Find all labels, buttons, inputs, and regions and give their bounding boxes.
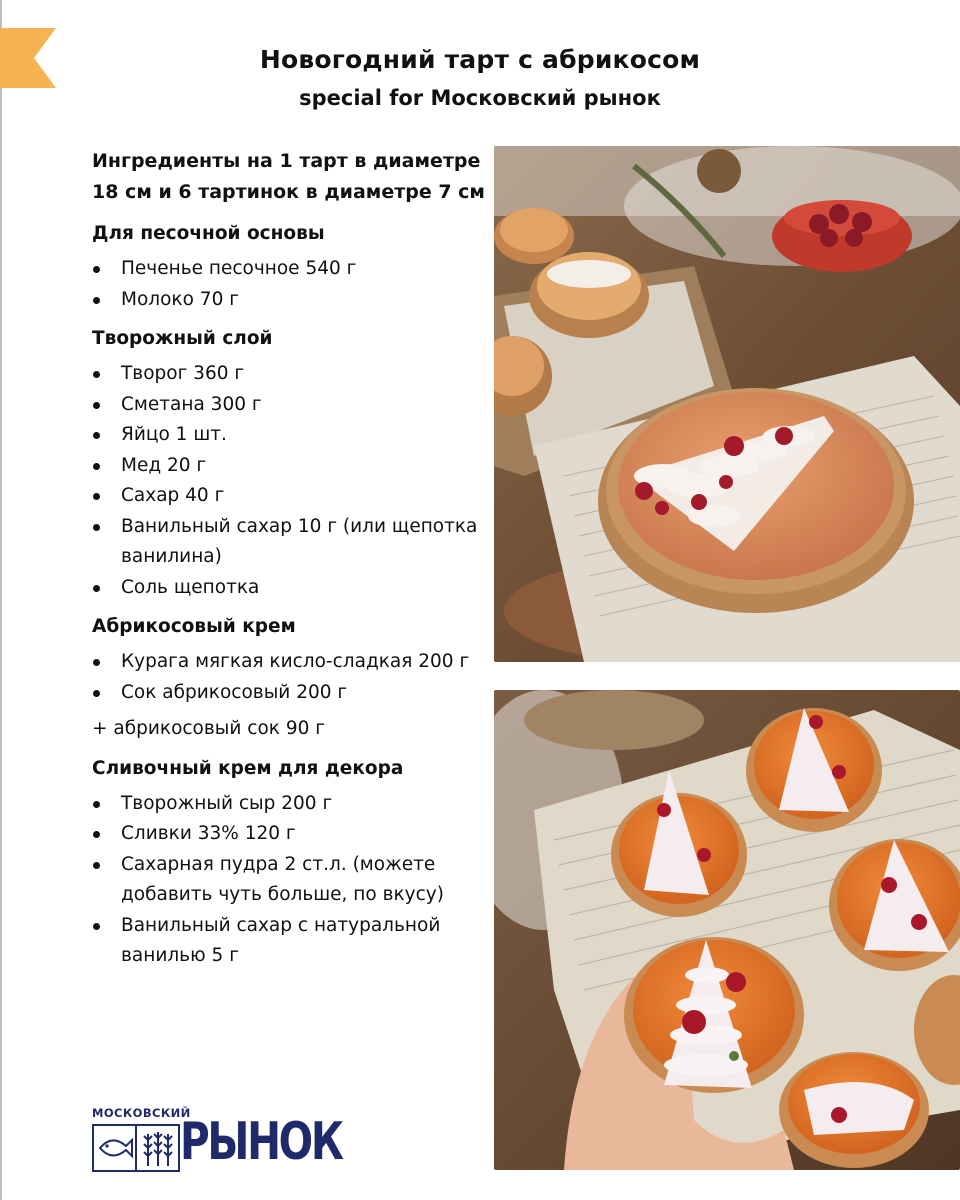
list-item: Сахарная пудра 2 ст.л. (можете добавить чуть больше, по вкусу) <box>92 850 487 911</box>
list-item: Ванильный сахар с натуральной ванилью 5 г <box>92 911 487 972</box>
page-left-border <box>0 0 2 1200</box>
ingredient-list-decor-cream <box>92 789 487 972</box>
list-item: Творог 360 г <box>92 359 487 390</box>
list-item: Сметана 300 г <box>92 390 487 421</box>
list-item: Соль щепотка <box>92 573 487 604</box>
section-title-curd: Творожный слой <box>92 328 273 349</box>
section-title-apricot-cream: Абрикосовый крем <box>92 616 296 637</box>
tartlets-photo <box>494 690 960 1170</box>
list-item: Сок абрикосовый 200 г <box>92 678 487 709</box>
moskovsky-rynok-logo <box>92 1106 342 1172</box>
apricot-juice-extra: + абрикосовый сок 90 г <box>92 718 325 739</box>
list-item: Сливки 33% 120 г <box>92 819 487 850</box>
list-item: Мед 20 г <box>92 451 487 482</box>
ingredient-list-apricot-cream <box>92 647 487 708</box>
list-item: Печенье песочное 540 г <box>92 254 487 285</box>
ingredient-list-shortbread <box>92 254 487 315</box>
list-item: Сахар 40 г <box>92 481 487 512</box>
ingredient-list-curd <box>92 359 487 603</box>
logo-big-text: РЫНОК <box>180 1112 342 1172</box>
fish-and-wheat-emblem-icon <box>92 1124 180 1172</box>
section-title-decor-cream: Сливочный крем для декора <box>92 757 404 779</box>
logo-small-text: МОСКОВСКИЙ <box>92 1106 191 1120</box>
page-header <box>0 42 960 114</box>
recipe-text <box>92 146 487 978</box>
tart-photo <box>494 146 960 662</box>
page-subtitle: special for Московский рынок <box>299 86 661 110</box>
list-item: Молоко 70 г <box>92 285 487 316</box>
list-item: Творожный сыр 200 г <box>92 789 487 820</box>
list-item: Ванильный сахар 10 г (или щепотка ванилина) <box>92 512 487 573</box>
page-title: Новогодний тарт с абрикосом <box>259 45 701 74</box>
list-item: Курага мягкая кисло-сладкая 200 г <box>92 647 487 678</box>
list-item: Яйцо 1 шт. <box>92 420 487 451</box>
ingredients-intro: Ингредиенты на 1 тарт в диаметре 18 см и 6 тартинок в диаметре 7 см <box>92 150 485 203</box>
section-title-shortbread: Для песочной основы <box>92 223 325 244</box>
